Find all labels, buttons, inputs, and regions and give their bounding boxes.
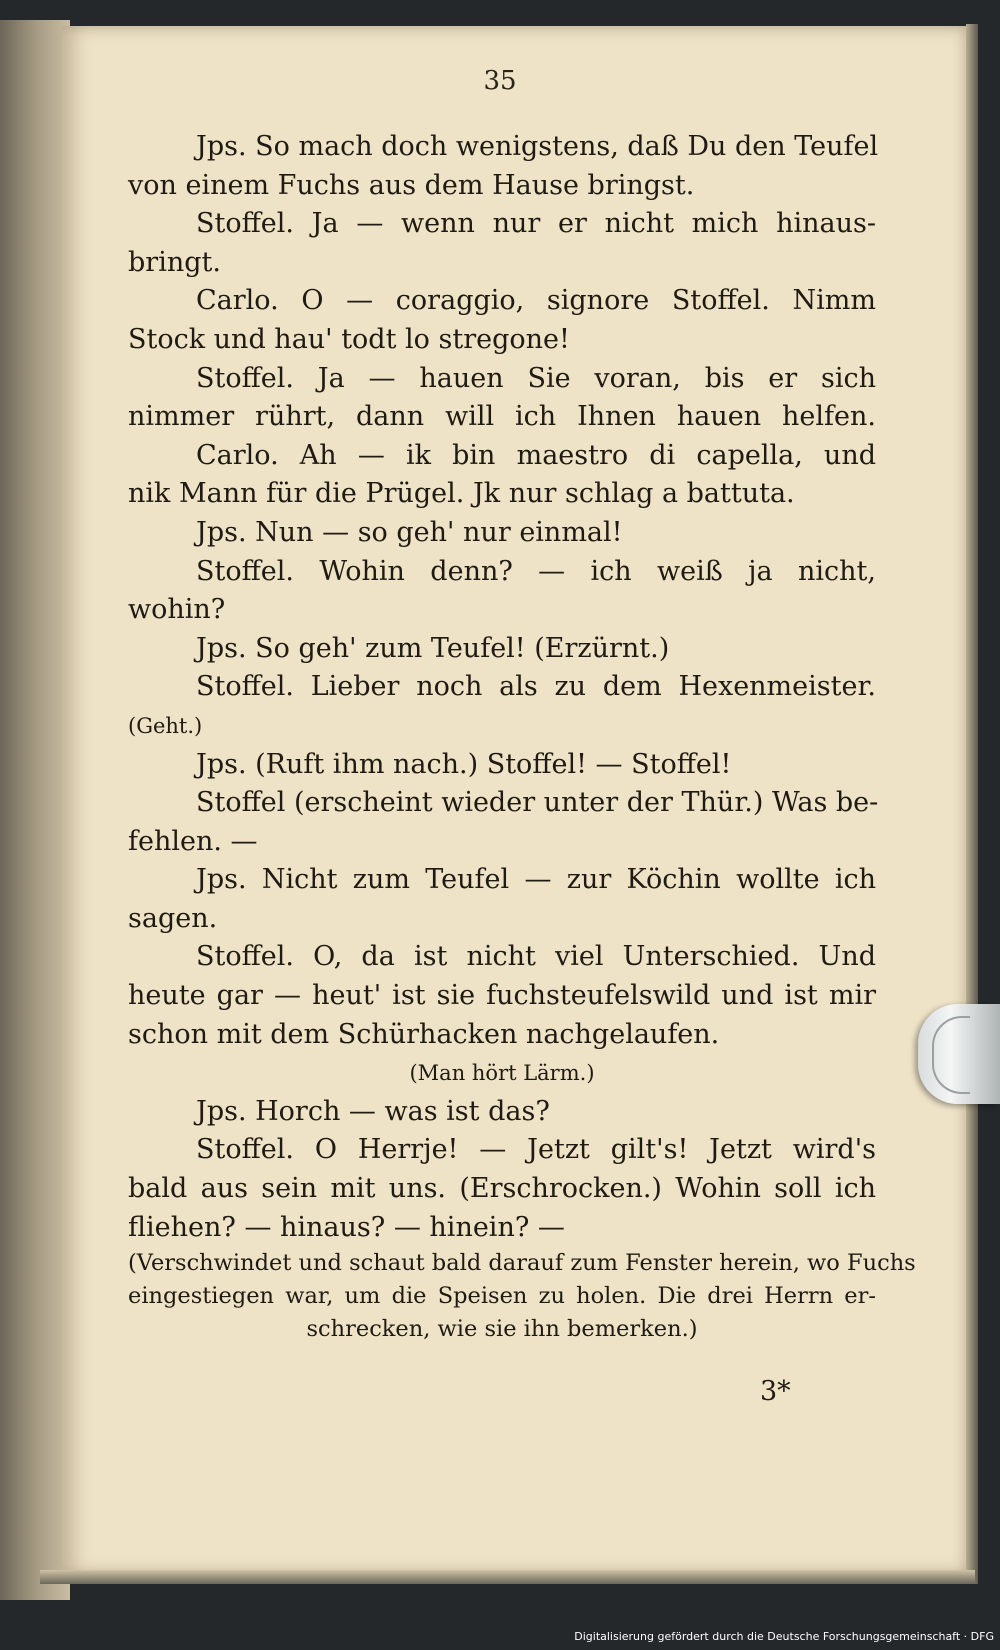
text-line: bringt.: [128, 246, 221, 278]
stage-direction: eingestiegen war, um die Speisen zu holen. Die drei Herrn er-: [128, 1283, 876, 1310]
page-right-edge: [966, 24, 978, 1584]
text-line: Stoffel. Lieber noch als zu dem Hexenmeister.: [196, 671, 876, 703]
text-line: Stoffel. O Herrje! — Jetzt gilt's! Jetzt wird's: [196, 1134, 876, 1166]
stage-direction: (Verschwindet und schaut bald darauf zum Fenster herein, wo Fuchs: [128, 1250, 916, 1277]
footer-credit: Digitalisierung gefördert durch die Deutsche Forschungsgemeinschaft · DFG: [574, 1630, 994, 1643]
text-line: nimmer rührt, dann will ich Ihnen hauen helfen.: [128, 401, 876, 433]
page-number: 35: [483, 66, 517, 96]
text-line: Jps. Nun — so geh' nur einmal!: [196, 516, 623, 548]
text-line: Jps. Nicht zum Teufel — zur Köchin wollte ich: [196, 864, 876, 896]
text-line: Stock und hau' todt lo stregone!: [128, 323, 570, 355]
page-bottom-edge: [40, 1570, 975, 1584]
text-line: Jps. (Ruft ihm nach.) Stoffel! — Stoffel!: [196, 748, 732, 780]
text-line: fliehen? — hinaus? — hinein? —: [128, 1211, 565, 1243]
text-line: Stoffel (erscheint wieder unter der Thür.) Was be-: [196, 787, 879, 819]
text-line: Stoffel. Wohin denn? — ich weiß ja nicht,: [196, 555, 876, 587]
text-line: Jps. So geh' zum Teufel! (Erzürnt.): [196, 632, 670, 664]
text-line: Stoffel. Ja — wenn nur er nicht mich hinaus-: [196, 208, 876, 240]
text-line: schon mit dem Schürhacken nachgelaufen.: [128, 1018, 720, 1050]
text-line: fehlen. —: [128, 825, 258, 857]
text-line: bald aus sein mit uns. (Erschrocken.) Wohin soll ich: [128, 1173, 876, 1205]
text-line: sagen.: [128, 902, 218, 934]
text-line: Jps. So mach doch wenigstens, daß Du den Teufel: [196, 131, 879, 162]
page-clip: [918, 1004, 1000, 1104]
text-line: Stoffel. O, da ist nicht viel Unterschied. Und: [196, 941, 876, 973]
page-text: [128, 128, 916, 1346]
text-line: Stoffel. Ja — hauen Sie voran, bis er sich: [196, 362, 876, 394]
text-line: Carlo. Ah — ik bin maestro di capella, und: [196, 439, 876, 471]
text-line: von einem Fuchs aus dem Hause bringst.: [128, 169, 695, 201]
text-line: Carlo. O — coraggio, signore Stoffel. Nimm: [196, 285, 876, 317]
text-line: Jps. Horch — was ist das?: [196, 1095, 550, 1127]
book-spine-edge: [0, 20, 70, 1600]
page-clip-inner: [932, 1016, 970, 1094]
text-line: (Geht.): [128, 713, 203, 738]
stage-direction: (Man hört Lärm.): [409, 1061, 595, 1086]
signature-mark: 3*: [760, 1376, 791, 1407]
stage-direction: schrecken, wie sie ihn bemerken.): [306, 1316, 698, 1343]
text-line: wohin?: [128, 594, 226, 626]
text-line: heute gar — heut' ist sie fuchsteufelswild und ist mir: [128, 980, 876, 1012]
text-line: nik Mann für die Prügel. Jk nur schlag a battuta.: [128, 478, 795, 510]
